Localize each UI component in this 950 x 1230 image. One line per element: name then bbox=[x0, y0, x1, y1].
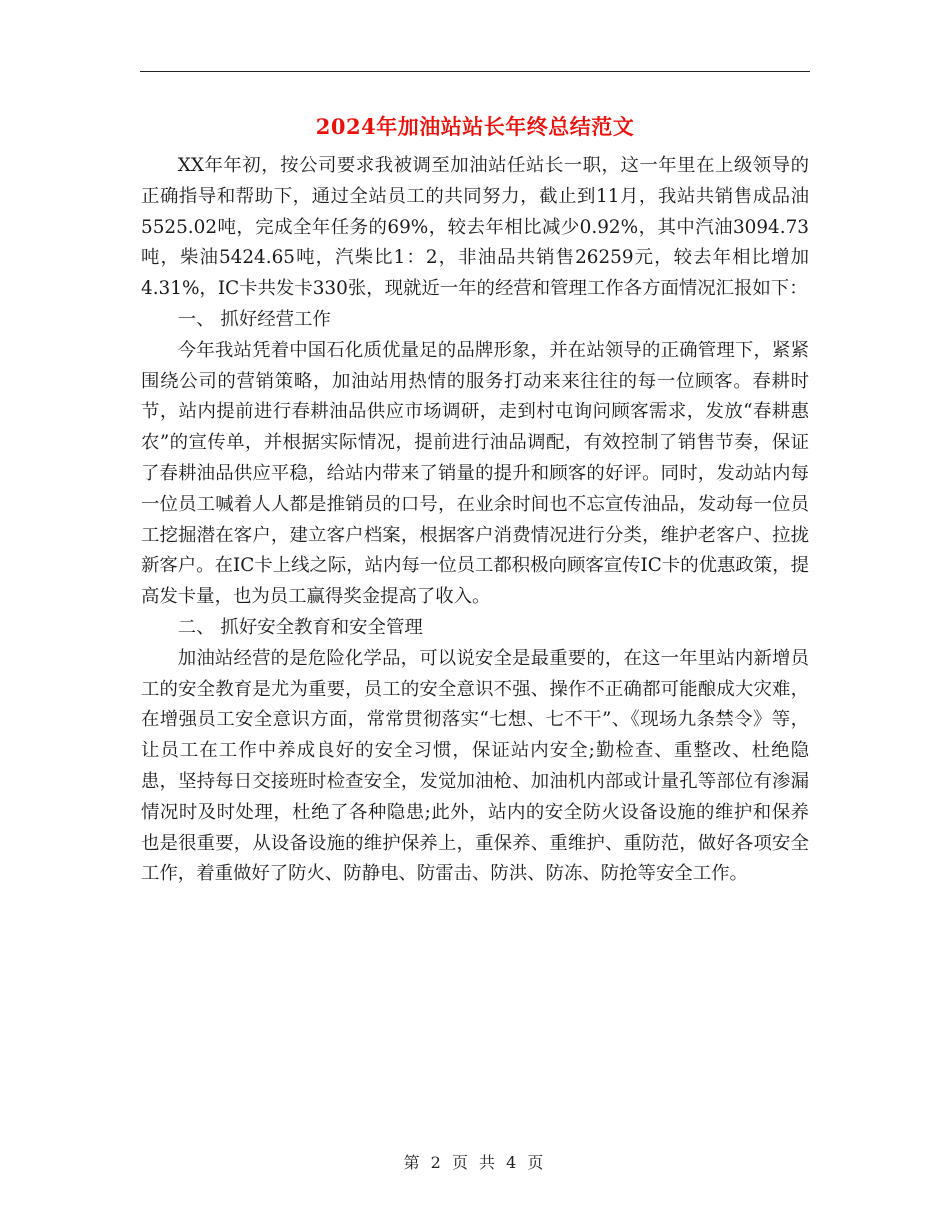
section-heading-2: 二、 抓好安全教育和安全管理 bbox=[177, 616, 423, 638]
document-body bbox=[141, 151, 809, 890]
intro-paragraph: XX年年初，按公司要求我被调至加油站任站长一职，这一年里在上级领导的正确指导和帮助下，通过全站员工的共同努力，截止到11月，我站共销售成品油5525.02吨，完成全年任务的69%，较去年相比减少0.92%，其中汽油3094.73吨，柴油5424.65吨，汽柴比1：2，非油品共销售26259元，较去年相比增加4.31%，IC卡共发卡330张，现就近一年的经营和管理工作各方面情况汇报如下： bbox=[141, 155, 809, 300]
section-1-paragraph: 今年我站凭着中国石化质优量足的品牌形象，并在站领导的正确管理下，紧紧围绕公司的营销策略，加油站用热情的服务打动来来往往的每一位顾客。春耕时节，站内提前进行春耕油品供应市场调研，走到村屯询问顾客需求，发放“春耕惠农”的宣传单，并根据实际情况，提前进行油品调配，有效控制了销售节奏，保证了春耕油品供应平稳，给站内带来了销量的提升和顾客的好评。同时，发动站内每一位员工喊着人人都是推销员的口号，在业余时间也不忘宣传油品，发动每一位员工挖掘潜在客户，建立客户档案，根据客户消费情况进行分类，维护老客户、拉拢新客户。在IC卡上线之际，站内每一位员工都积极向顾客宣传IC卡的优惠政策，提高发卡量，也为员工赢得奖金提高了收入。 bbox=[141, 339, 809, 608]
document-title: 2024年加油站站长年终总结范文 bbox=[315, 114, 635, 139]
section-heading-1: 一、 抓好经营工作 bbox=[177, 308, 331, 330]
page-number-footer: 第 2 页 共 4 页 bbox=[403, 1153, 547, 1172]
section-2-paragraph: 加油站经营的是危险化学品，可以说安全是最重要的，在这一年里站内新增员工的安全教育是尤为重要，员工的安全意识不强、操作不正确都可能酿成大灾难，在增强员工安全意识方面，常常贯彻落实“七想、七不干”、《现场九条禁令》等，让员工在工作中养成良好的安全习惯，保证站内安全;勤检查、重整改、杜绝隐患，坚持每日交接班时检查安全，发觉加油枪、加油机内部或计量孔等部位有渗漏情况时及时处理，杜绝了各种隐患;此外，站内的安全防火设备设施的维护和保养也是很重要，从设备设施的维护保养上，重保养、重维护、重防范，做好各项安全工作，着重做好了防火、防静电、防雷击、防洪、防冻、防抢等安全工作。 bbox=[141, 647, 809, 885]
header-rule bbox=[140, 71, 810, 72]
